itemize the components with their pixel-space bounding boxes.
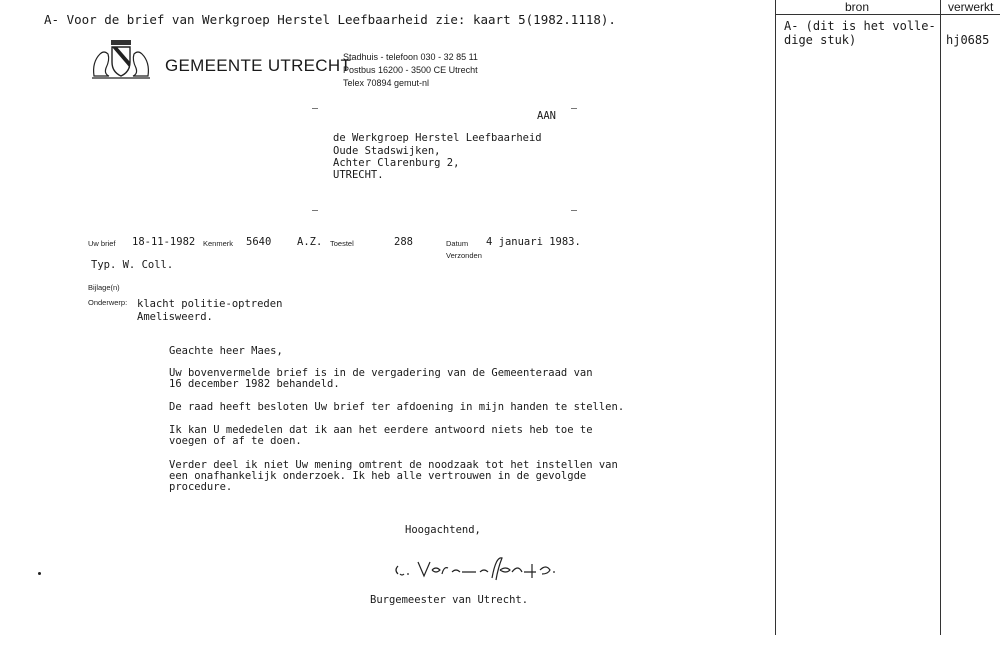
onderwerp-line2: Amelisweerd. bbox=[137, 311, 213, 323]
salutation: Geachte heer Maes, bbox=[169, 345, 283, 357]
kenmerk-value: 5640 bbox=[246, 236, 272, 248]
column-header-bron: bron bbox=[845, 0, 870, 14]
kenmerk-label: Kenmerk bbox=[203, 239, 234, 248]
table-header-rule bbox=[775, 14, 1000, 15]
fold-mark bbox=[571, 210, 577, 211]
verzonden-label: Verzonden bbox=[446, 251, 482, 260]
paragraph-4-line2: een onafhankelijk onderzoek. Ik heb alle vertrouwen in de gevolgde bbox=[169, 470, 587, 482]
letterhead-name: GEMEENTE UTRECHT bbox=[165, 56, 352, 75]
fold-mark bbox=[312, 210, 318, 211]
datum-value: 4 januari 1983. bbox=[486, 236, 581, 248]
bron-value-line1: A- (dit is het volle- bbox=[784, 19, 936, 33]
recipient-aan-label: AAN bbox=[537, 110, 556, 122]
paper-speck bbox=[38, 572, 41, 575]
letterhead-address-line1: Stadhuis - telefoon 030 - 32 85 11 bbox=[343, 52, 478, 62]
handwritten-signature bbox=[392, 552, 562, 584]
paragraph-3-line1: Ik kan U mededelen dat ik aan het eerdere antwoord niets heb toe te bbox=[169, 424, 593, 436]
verwerkt-value: hj0685 bbox=[946, 33, 990, 47]
bron-value-line2: dige stuk) bbox=[784, 33, 857, 47]
recipient-line2: Oude Stadswijken, bbox=[333, 145, 441, 157]
az-value: A.Z. bbox=[297, 236, 323, 248]
paragraph-1-line2: 16 december 1982 behandeld. bbox=[169, 378, 340, 390]
column-header-verwerkt: verwerkt bbox=[948, 0, 994, 14]
toestel-label: Toestel bbox=[330, 239, 354, 248]
onderwerp-line1: klacht politie-optreden bbox=[137, 298, 283, 310]
letterhead-address-line2: Postbus 16200 - 3500 CE Utrecht bbox=[343, 65, 478, 75]
recipient-line3: Achter Clarenburg 2, bbox=[333, 157, 460, 169]
paragraph-1-line1: Uw bovenvermelde brief is in de vergadering van de Gemeenteraad van bbox=[169, 367, 593, 379]
fold-mark bbox=[312, 108, 318, 109]
coat-of-arms-logo bbox=[88, 38, 154, 80]
letterhead-address-line3: Telex 70894 gemut-nl bbox=[343, 78, 430, 88]
table-divider-left bbox=[775, 0, 776, 635]
paragraph-3-line2: voegen of af te doen. bbox=[169, 435, 302, 447]
signatory-title: Burgemeester van Utrecht. bbox=[370, 594, 529, 606]
onderwerp-label: Onderwerp: bbox=[88, 298, 128, 307]
uw-brief-label: Uw brief bbox=[88, 239, 116, 248]
typist-reference: Typ. W. Coll. bbox=[91, 259, 174, 271]
paragraph-4-line3: procedure. bbox=[169, 481, 233, 493]
bijlage-label: Bijlage(n) bbox=[88, 283, 120, 292]
fold-mark bbox=[571, 108, 577, 109]
table-divider-right bbox=[940, 0, 941, 635]
paragraph-4-line1: Verder deel ik niet Uw mening omtrent de noodzaak tot het instellen van bbox=[169, 459, 618, 471]
datum-label: Datum bbox=[446, 239, 469, 248]
closing: Hoogachtend, bbox=[405, 524, 481, 536]
recipient-line1: de Werkgroep Herstel Leefbaarheid bbox=[333, 132, 542, 144]
recipient-line4: UTRECHT. bbox=[333, 169, 384, 181]
uw-brief-value: 18-11-1982 bbox=[132, 236, 196, 248]
paragraph-2-line1: De raad heeft besloten Uw brief ter afdoening in mijn handen te stellen. bbox=[169, 401, 625, 413]
index-card-heading: A- Voor de brief van Werkgroep Herstel Leefbaarheid zie: kaart 5(1982.1118). bbox=[44, 12, 616, 27]
toestel-value: 288 bbox=[394, 236, 413, 248]
